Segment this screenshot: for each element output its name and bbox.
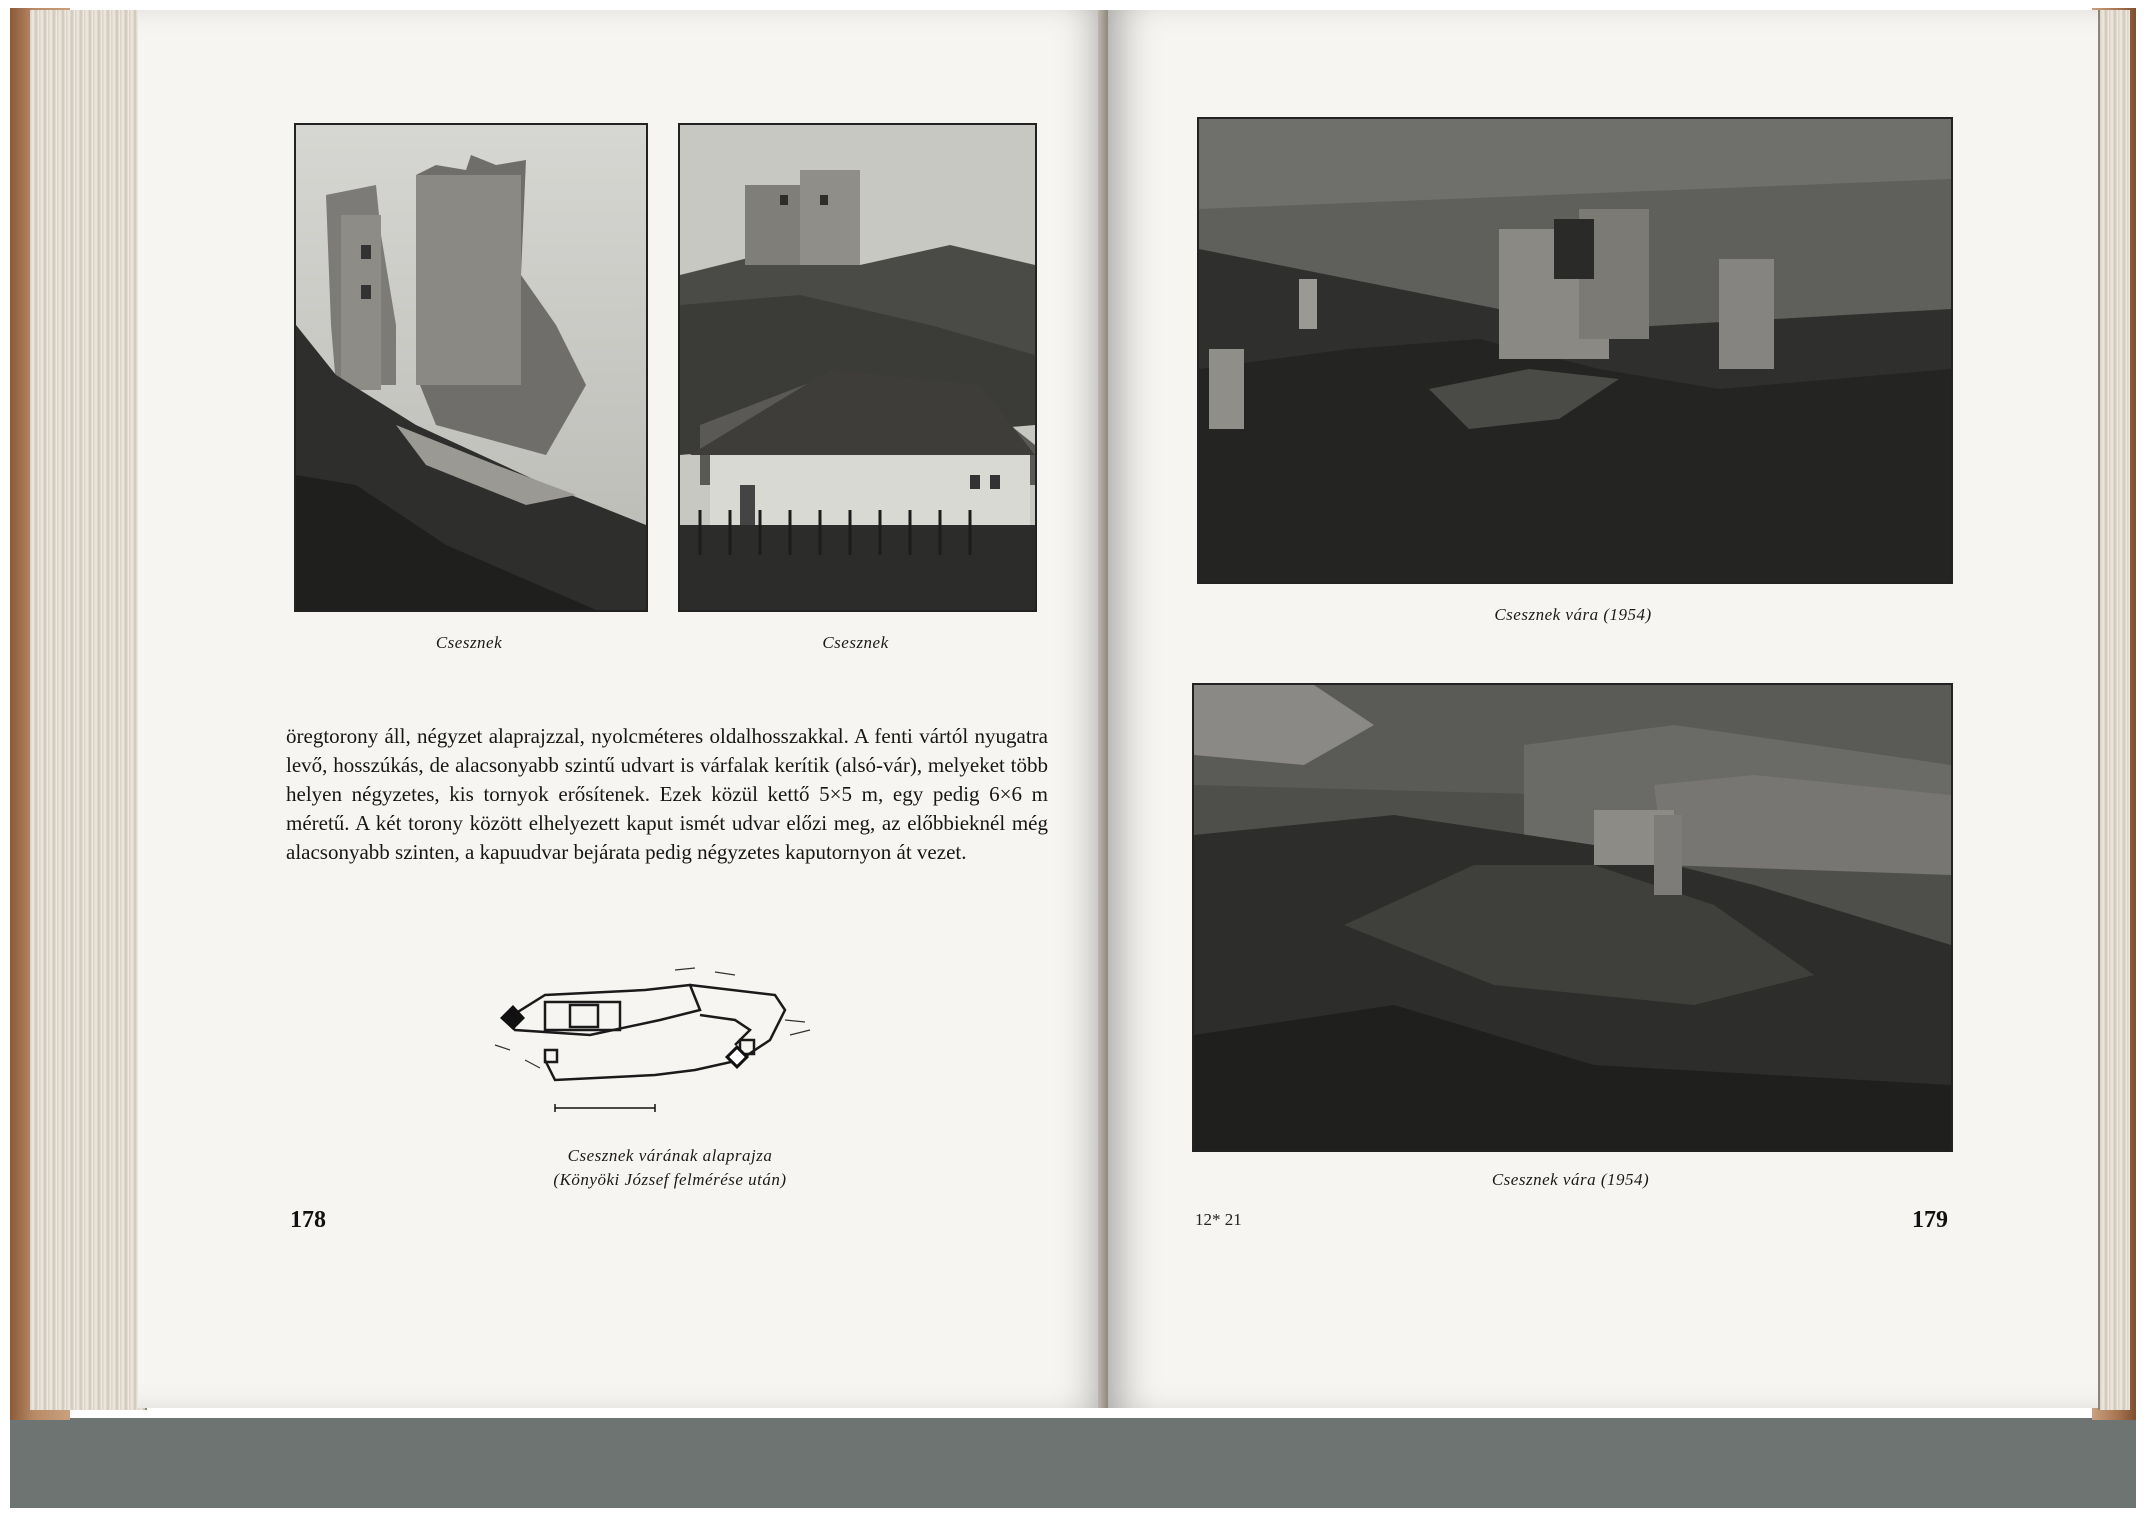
caption-photo-right: Csesznek	[822, 633, 889, 652]
caption-floor-plan-line2: (Könyöki József felmérése után)	[553, 1170, 787, 1189]
caption-photo-top: Csesznek vára (1954)	[1494, 605, 1652, 624]
photo-castle-towers	[294, 123, 648, 612]
page-edges-right	[2098, 10, 2130, 1410]
scanner-bed	[10, 1418, 2136, 1508]
body-paragraph	[286, 722, 1048, 867]
page-number-right: 179	[1912, 1207, 1948, 1233]
caption-floor-plan-line1: Csesznek várának alaprajza	[567, 1146, 773, 1165]
photo-castle-village	[678, 123, 1037, 612]
body-paragraph-text: öregtorony áll, négyzet alaprajzzal, nyolcméteres oldalhosszakkal. A fenti vártól nyugatra levő, hosszúkás, de alacsonyabb szintű udvart is várfalak kerítik (alsó-vár), melyeket több helyen négyzetes, kis tornyok erősítenek. Ezek közül kettő 5×5 m, egy pedig 6×6 m méretű. A két torony között elhelyezett kaput ismét udvar előzi meg, az előbbieknél még alacsonyabb szinten, a kapuudvar bejárata pedig négyzetes kaputornyon át vezet.	[286, 724, 1048, 864]
photo-castle-1954-top	[1197, 117, 1953, 584]
caption-photo-left: Csesznek	[435, 633, 503, 652]
printer-signature: 12* 21	[1195, 1210, 1242, 1229]
photo-castle-1954-bottom	[1192, 683, 1953, 1152]
page-number-left: 178	[290, 1207, 326, 1233]
page-edges-left	[30, 10, 147, 1410]
caption-photo-bottom: Csesznek vára (1954)	[1491, 1170, 1650, 1189]
caption-floor-plan	[505, 1144, 835, 1192]
castle-floor-plan	[485, 950, 845, 1130]
